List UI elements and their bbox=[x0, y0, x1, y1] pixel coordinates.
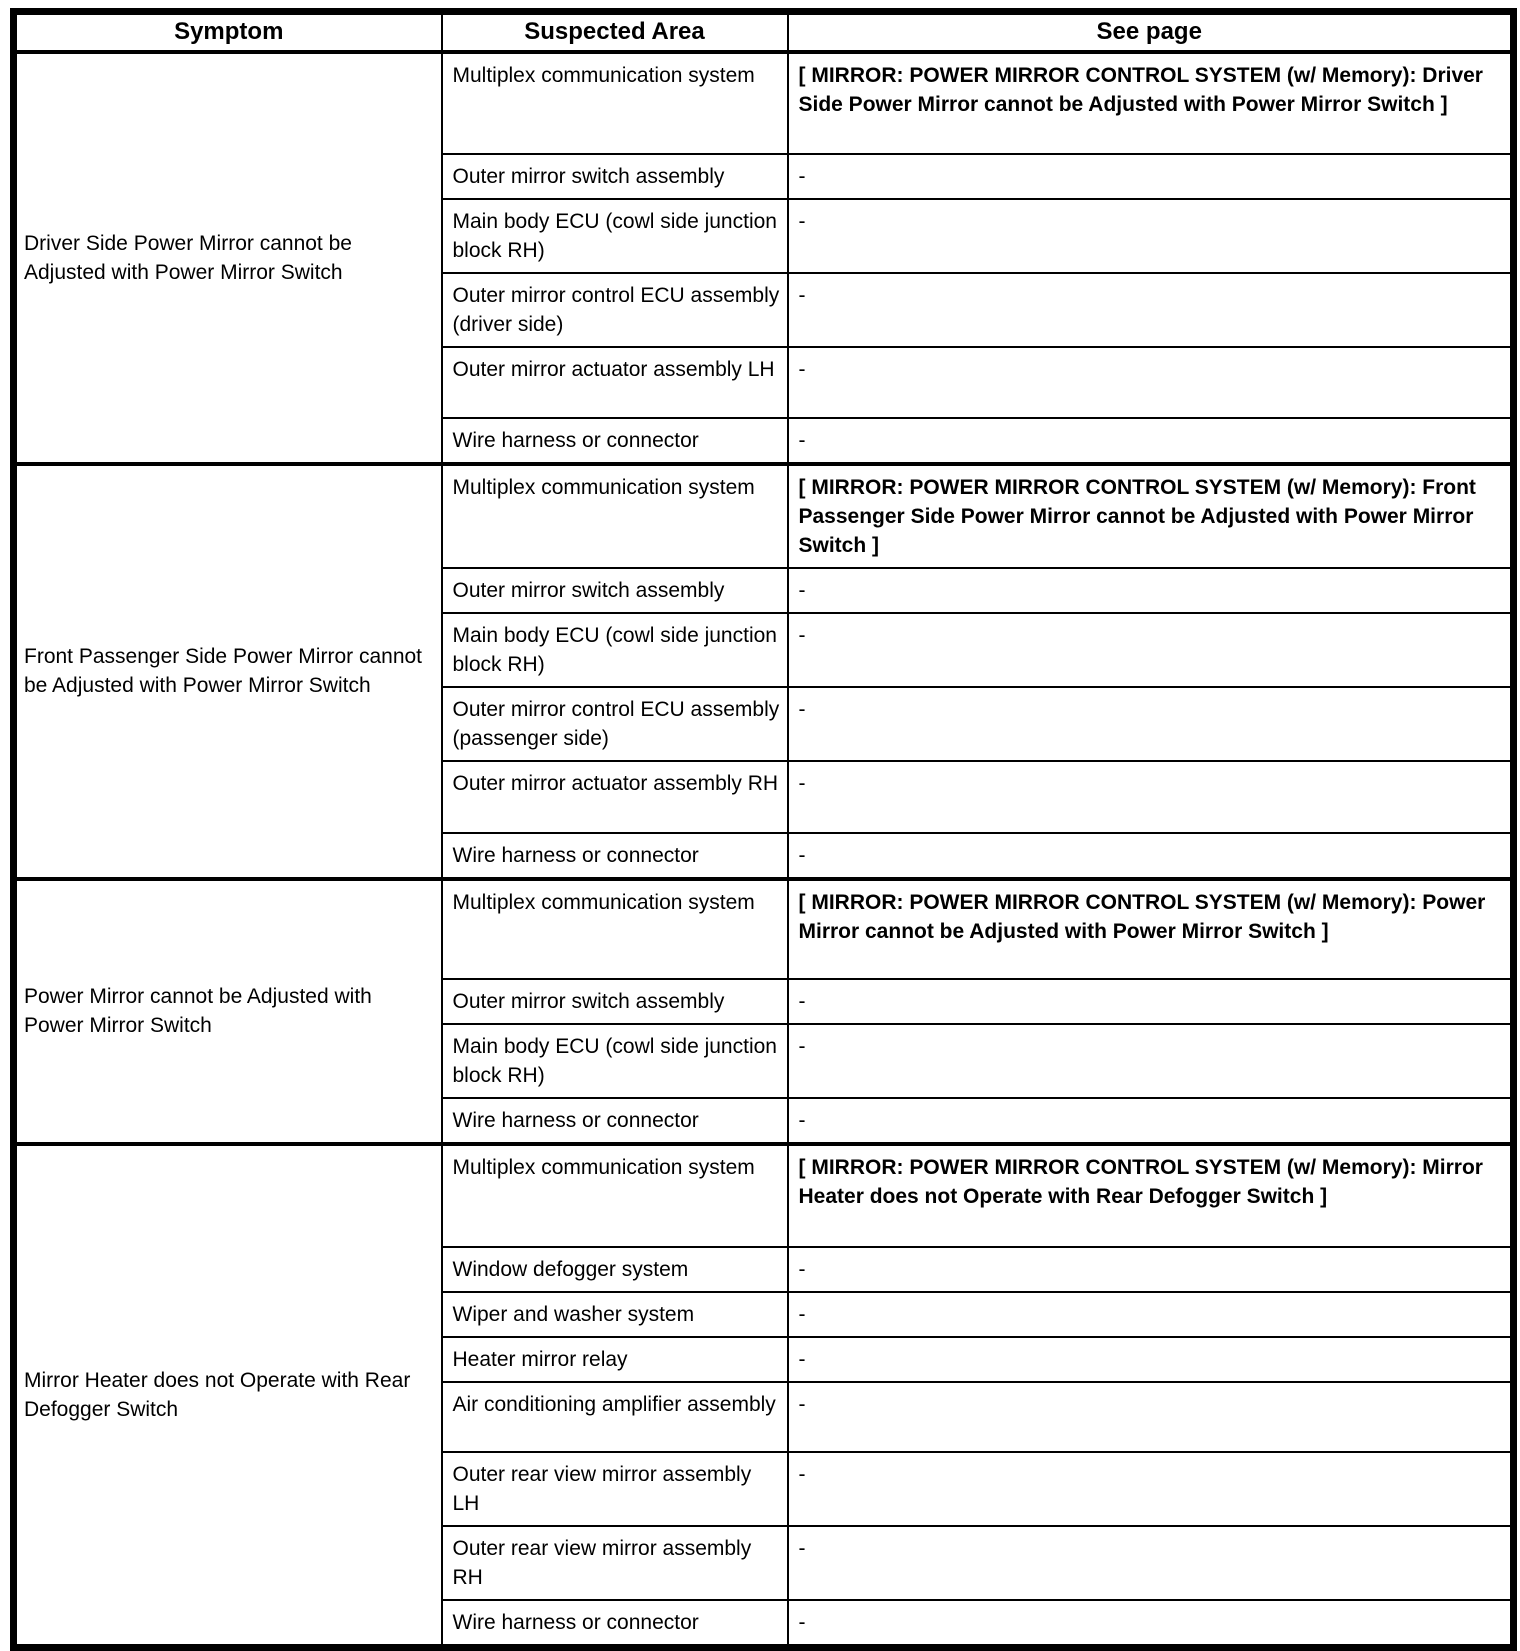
see-page-cell: - bbox=[788, 347, 1514, 418]
suspected-area-cell: Main body ECU (cowl side junction block RH) bbox=[442, 199, 788, 273]
column-header-see-page: See page bbox=[788, 12, 1514, 52]
see-page-link[interactable]: [ MIRROR: POWER MIRROR CONTROL SYSTEM (w/ Memory): Driver Side Power Mirror cannot be Adjusted with Power Mirror Switch ] bbox=[788, 52, 1514, 154]
see-page-cell: - bbox=[788, 1452, 1514, 1526]
column-header-suspected-area: Suspected Area bbox=[442, 12, 788, 52]
see-page-cell: - bbox=[788, 1247, 1514, 1292]
see-page-cell: - bbox=[788, 1600, 1514, 1648]
symptom-cell: Power Mirror cannot be Adjusted with Power Mirror Switch bbox=[14, 879, 442, 1144]
symptom-cell: Driver Side Power Mirror cannot be Adjusted with Power Mirror Switch bbox=[14, 52, 442, 464]
suspected-area-cell: Outer mirror control ECU assembly (passenger side) bbox=[442, 687, 788, 761]
table-row bbox=[14, 52, 1514, 154]
symptom-cell: Mirror Heater does not Operate with Rear Defogger Switch bbox=[14, 1144, 442, 1648]
suspected-area-cell: Wire harness or connector bbox=[442, 1098, 788, 1144]
see-page-link[interactable]: [ MIRROR: POWER MIRROR CONTROL SYSTEM (w/ Memory): Mirror Heater does not Operate with Rear Defogger Switch ] bbox=[788, 1144, 1514, 1247]
symptom-cell: Front Passenger Side Power Mirror cannot be Adjusted with Power Mirror Switch bbox=[14, 464, 442, 879]
suspected-area-cell: Outer rear view mirror assembly LH bbox=[442, 1452, 788, 1526]
suspected-area-cell: Wire harness or connector bbox=[442, 1600, 788, 1648]
suspected-area-cell: Air conditioning amplifier assembly bbox=[442, 1382, 788, 1452]
see-page-cell: - bbox=[788, 1292, 1514, 1337]
column-header-symptom: Symptom bbox=[14, 12, 442, 52]
suspected-area-cell: Multiplex communication system bbox=[442, 1144, 788, 1247]
suspected-area-cell: Wiper and washer system bbox=[442, 1292, 788, 1337]
see-page-cell: - bbox=[788, 568, 1514, 613]
suspected-area-cell: Wire harness or connector bbox=[442, 418, 788, 464]
see-page-link[interactable]: [ MIRROR: POWER MIRROR CONTROL SYSTEM (w/ Memory): Front Passenger Side Power Mirror cannot be Adjusted with Power Mirror Switch ] bbox=[788, 464, 1514, 568]
see-page-link[interactable]: [ MIRROR: POWER MIRROR CONTROL SYSTEM (w/ Memory): Power Mirror cannot be Adjusted with Power Mirror Switch ] bbox=[788, 879, 1514, 979]
see-page-cell: - bbox=[788, 154, 1514, 199]
suspected-area-cell: Outer mirror actuator assembly RH bbox=[442, 761, 788, 833]
suspected-area-cell: Outer mirror switch assembly bbox=[442, 154, 788, 199]
table-row bbox=[14, 1144, 1514, 1247]
table-header-row bbox=[14, 12, 1514, 52]
suspected-area-cell: Heater mirror relay bbox=[442, 1337, 788, 1382]
see-page-cell: - bbox=[788, 761, 1514, 833]
see-page-cell: - bbox=[788, 418, 1514, 464]
suspected-area-cell: Main body ECU (cowl side junction block RH) bbox=[442, 1024, 788, 1098]
see-page-cell: - bbox=[788, 1098, 1514, 1144]
see-page-cell: - bbox=[788, 1024, 1514, 1098]
suspected-area-cell: Outer mirror switch assembly bbox=[442, 568, 788, 613]
suspected-area-cell: Main body ECU (cowl side junction block RH) bbox=[442, 613, 788, 687]
see-page-cell: - bbox=[788, 1337, 1514, 1382]
suspected-area-cell: Wire harness or connector bbox=[442, 833, 788, 879]
see-page-cell: - bbox=[788, 199, 1514, 273]
suspected-area-cell: Multiplex communication system bbox=[442, 464, 788, 568]
table-row bbox=[14, 879, 1514, 979]
suspected-area-cell: Outer mirror actuator assembly LH bbox=[442, 347, 788, 418]
suspected-area-cell: Multiplex communication system bbox=[442, 52, 788, 154]
see-page-cell: - bbox=[788, 687, 1514, 761]
see-page-cell: - bbox=[788, 1382, 1514, 1452]
see-page-cell: - bbox=[788, 833, 1514, 879]
suspected-area-cell: Window defogger system bbox=[442, 1247, 788, 1292]
see-page-cell: - bbox=[788, 1526, 1514, 1600]
see-page-cell: - bbox=[788, 979, 1514, 1024]
symptom-table bbox=[10, 8, 1517, 1651]
table-row bbox=[14, 464, 1514, 568]
suspected-area-cell: Outer mirror switch assembly bbox=[442, 979, 788, 1024]
see-page-cell: - bbox=[788, 273, 1514, 347]
see-page-cell: - bbox=[788, 613, 1514, 687]
suspected-area-cell: Outer rear view mirror assembly RH bbox=[442, 1526, 788, 1600]
suspected-area-cell: Multiplex communication system bbox=[442, 879, 788, 979]
suspected-area-cell: Outer mirror control ECU assembly (driver side) bbox=[442, 273, 788, 347]
